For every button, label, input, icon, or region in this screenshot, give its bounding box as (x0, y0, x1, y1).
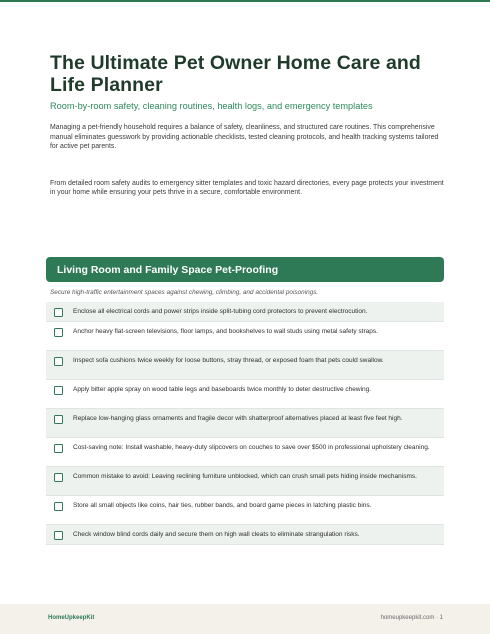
checklist-item (46, 409, 444, 438)
checkbox[interactable] (54, 308, 63, 317)
checklist-item (46, 302, 444, 322)
document-header (50, 52, 444, 198)
checklist-item (46, 322, 444, 351)
page-footer (0, 604, 490, 634)
checklist-item-text: Cost-saving note: Install washable, heavy-duty slipcovers on couches to save over $500 in professional upholstery cleaning. (73, 444, 430, 451)
checklist-item-text: Anchor heavy flat-screen televisions, floor lamps, and bookshelves to wall studs using metal safety straps. (73, 328, 378, 335)
document-subtitle: Room-by-room safety, cleaning routines, health logs, and emergency templates (50, 101, 373, 111)
checklist-item (46, 525, 444, 545)
checkbox[interactable] (54, 444, 63, 453)
checklist-item (46, 380, 444, 409)
checklist-item (46, 496, 444, 525)
checklist-item (46, 351, 444, 380)
footer-brand: HomeUpkeepKit (48, 615, 95, 621)
checklist-item-text: Check window blind cords daily and secure them on high wall cleats to eliminate strangulation risks. (73, 531, 360, 538)
checkbox[interactable] (54, 357, 63, 366)
checklist-item-text: Inspect sofa cushions twice weekly for loose buttons, stray thread, or exposed foam that pets could swallow. (73, 357, 384, 364)
checkbox[interactable] (54, 328, 63, 337)
checklist-item-text: Enclose all electrical cords and power strips inside split-tubing cord protectors to prevent electrocution. (73, 308, 368, 315)
checklist (46, 302, 444, 545)
checklist-item-text: Apply bitter apple spray on wood table legs and baseboards twice monthly to deter destructive chewing. (73, 386, 372, 393)
checklist-item-text: Replace low-hanging glass ornaments and fragile decor with shatterproof alternatives placed at least five feet high. (73, 415, 403, 422)
checklist-item (46, 467, 444, 496)
top-rule (0, 0, 490, 2)
checklist-item-text: Common mistake to avoid: Leaving reclining furniture unblocked, which can crush small pets hiding inside mechanisms. (73, 473, 417, 480)
checklist-item-text: Store all small objects like coins, hair ties, rubber bands, and board game pieces in latching plastic bins. (73, 502, 372, 509)
checklist-item (46, 438, 444, 467)
second-paragraph: From detailed room safety audits to emergency sitter templates and toxic hazard directories, every page protects your investment in your home while ensuring your pets thrive in a secure, comfortable environment. (50, 179, 444, 197)
checkbox[interactable] (54, 386, 63, 395)
checkbox[interactable] (54, 473, 63, 482)
section-heading-bar (46, 257, 444, 282)
section-description: Secure high-traffic entertainment spaces against chewing, climbing, and accidental poisonings. (50, 289, 319, 296)
checkbox[interactable] (54, 531, 63, 540)
section-heading: Living Room and Family Space Pet-Proofing (57, 263, 279, 276)
checkbox[interactable] (54, 415, 63, 424)
intro-paragraph: Managing a pet-friendly household requires a balance of safety, cleanliness, and structured care routines. This comprehensive manual eliminates guesswork by providing actionable checklists, tested cleaning protocols, and health tracking systems tailored for active pet parents. (50, 124, 439, 151)
document-title: The Ultimate Pet Owner Home Care and Life Planner (50, 52, 421, 96)
checkbox[interactable] (54, 502, 63, 511)
footer-site-page: homeupkeepkit.com · 1 (380, 615, 443, 621)
